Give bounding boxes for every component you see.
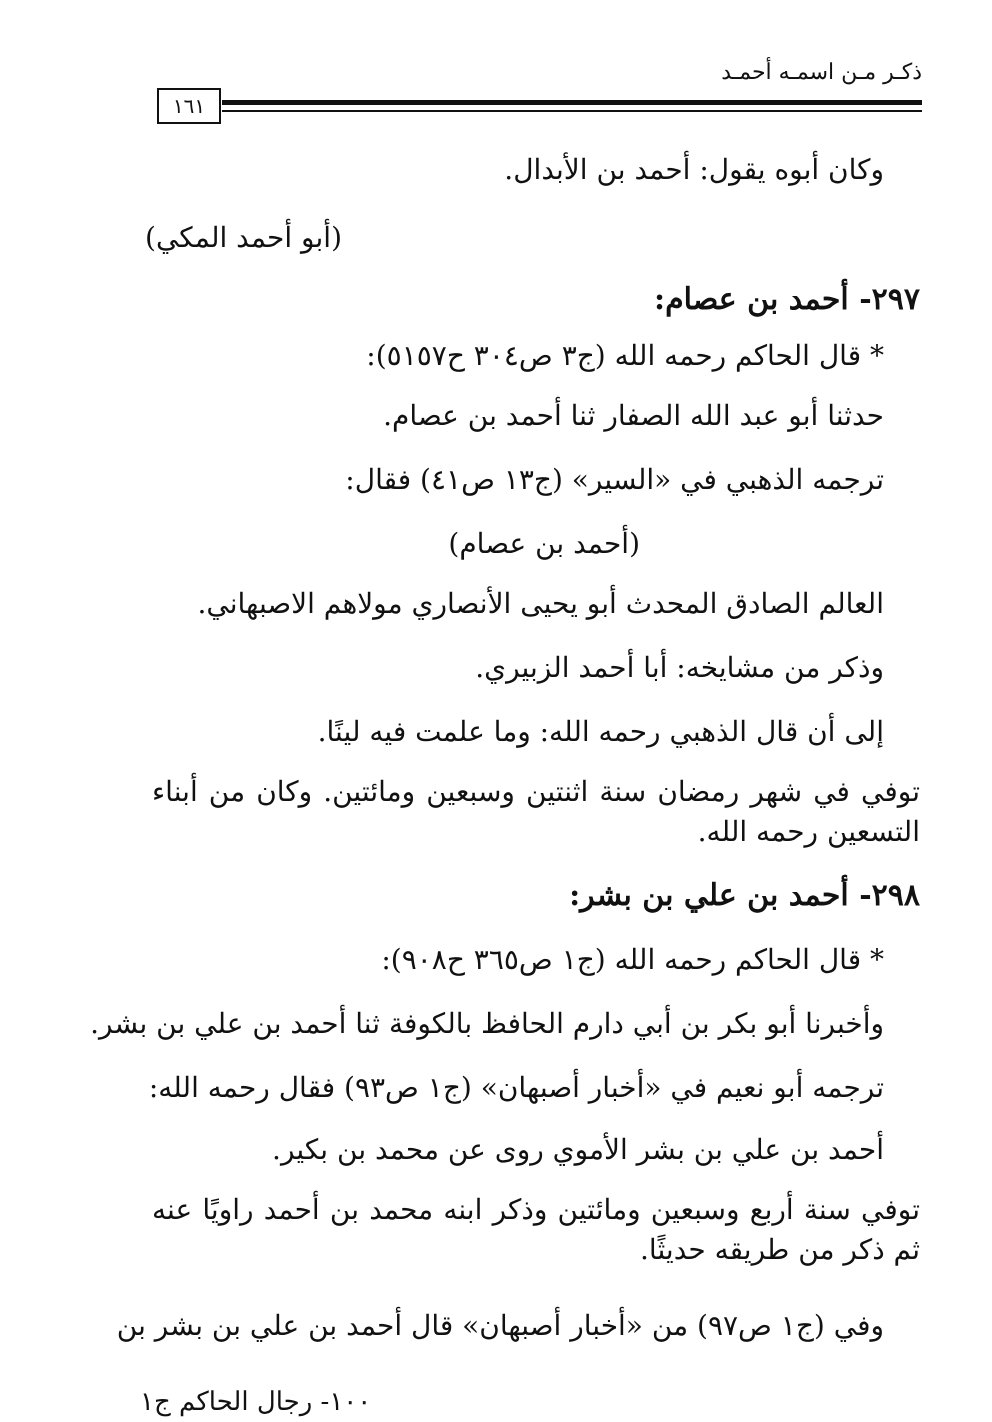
text-line-father-saying: وكان أبوه يقول: أحمد بن الأبدال.: [504, 153, 884, 186]
header-rule-thin: [222, 110, 922, 112]
text-line-teachers: وذكر من مشايخه: أبا أحمد الزبيري.: [475, 651, 884, 684]
text-line-isnad-298: وأخبرنا أبو بكر بن أبي دارم الحافظ بالكوفة ثنا أحمد بن علي بن بشر.: [90, 1007, 884, 1040]
entry-heading-298: ٢٩٨- أحمد بن علي بن بشر:: [569, 878, 920, 913]
running-title: ذكـر مـن اسمـه أحمـد: [721, 60, 922, 85]
text-line-hakim-citation-298: * قال الحاكم رحمه الله (ج١ ص٣٦٥ ح٩٠٨):: [381, 943, 884, 976]
text-line-abu-nuaym: ترجمه أبو نعيم في «أخبار أصبهان» (ج١ ص٩٣) فقال رحمه الله:: [148, 1071, 884, 1104]
text-line-dhahabi-siyar: ترجمه الذهبي في «السير» (ج١٣ ص٤١) فقال:: [345, 463, 884, 496]
text-line-description: العالم الصادق المحدث أبو يحيى الأنصاري مولاهم الاصبهاني.: [197, 587, 884, 620]
text-line-continuation: وفي (ج١ ص٩٧) من «أخبار أصبهان» قال أحمد بن علي بن بشر بن: [116, 1309, 884, 1342]
text-paragraph-death-298: توفي سنة أربع وسبعين ومائتين وذكر ابنه محمد بن أحمد راويًا عنه ثم ذكر من طريقه حديثًا.: [152, 1193, 920, 1266]
text-line-hakim-citation-297: * قال الحاكم رحمه الله (ج٣ ص٣٠٤ ح٥١٥٧):: [366, 339, 884, 372]
header-rule-thick: [222, 100, 922, 105]
entry-heading-297: ٢٩٧- أحمد بن عصام:: [654, 282, 920, 317]
text-paragraph-death-297: توفي في شهر رمضان سنة اثنتين وسبعين ومائتين. وكان من أبناء التسعين رحمه الله.: [152, 775, 920, 848]
footer-partial-text: ١٠٠- رجال الحاكم ج١: [140, 1387, 372, 1417]
text-line-subheading-name: (أحمد بن عصام): [448, 527, 640, 560]
text-line-kunya: (أبو أحمد المكي): [145, 221, 342, 254]
page-number: ١٦١: [157, 88, 221, 124]
text-line-dhahabi-remark: إلى أن قال الذهبي رحمه الله: وما علمت فيه لينًا.: [317, 715, 884, 748]
text-line-isnad-297: حدثنا أبو عبد الله الصفار ثنا أحمد بن عصام.: [383, 399, 884, 432]
text-line-riwaya: أحمد بن علي بن بشر الأموي روى عن محمد بن بكير.: [272, 1133, 884, 1166]
